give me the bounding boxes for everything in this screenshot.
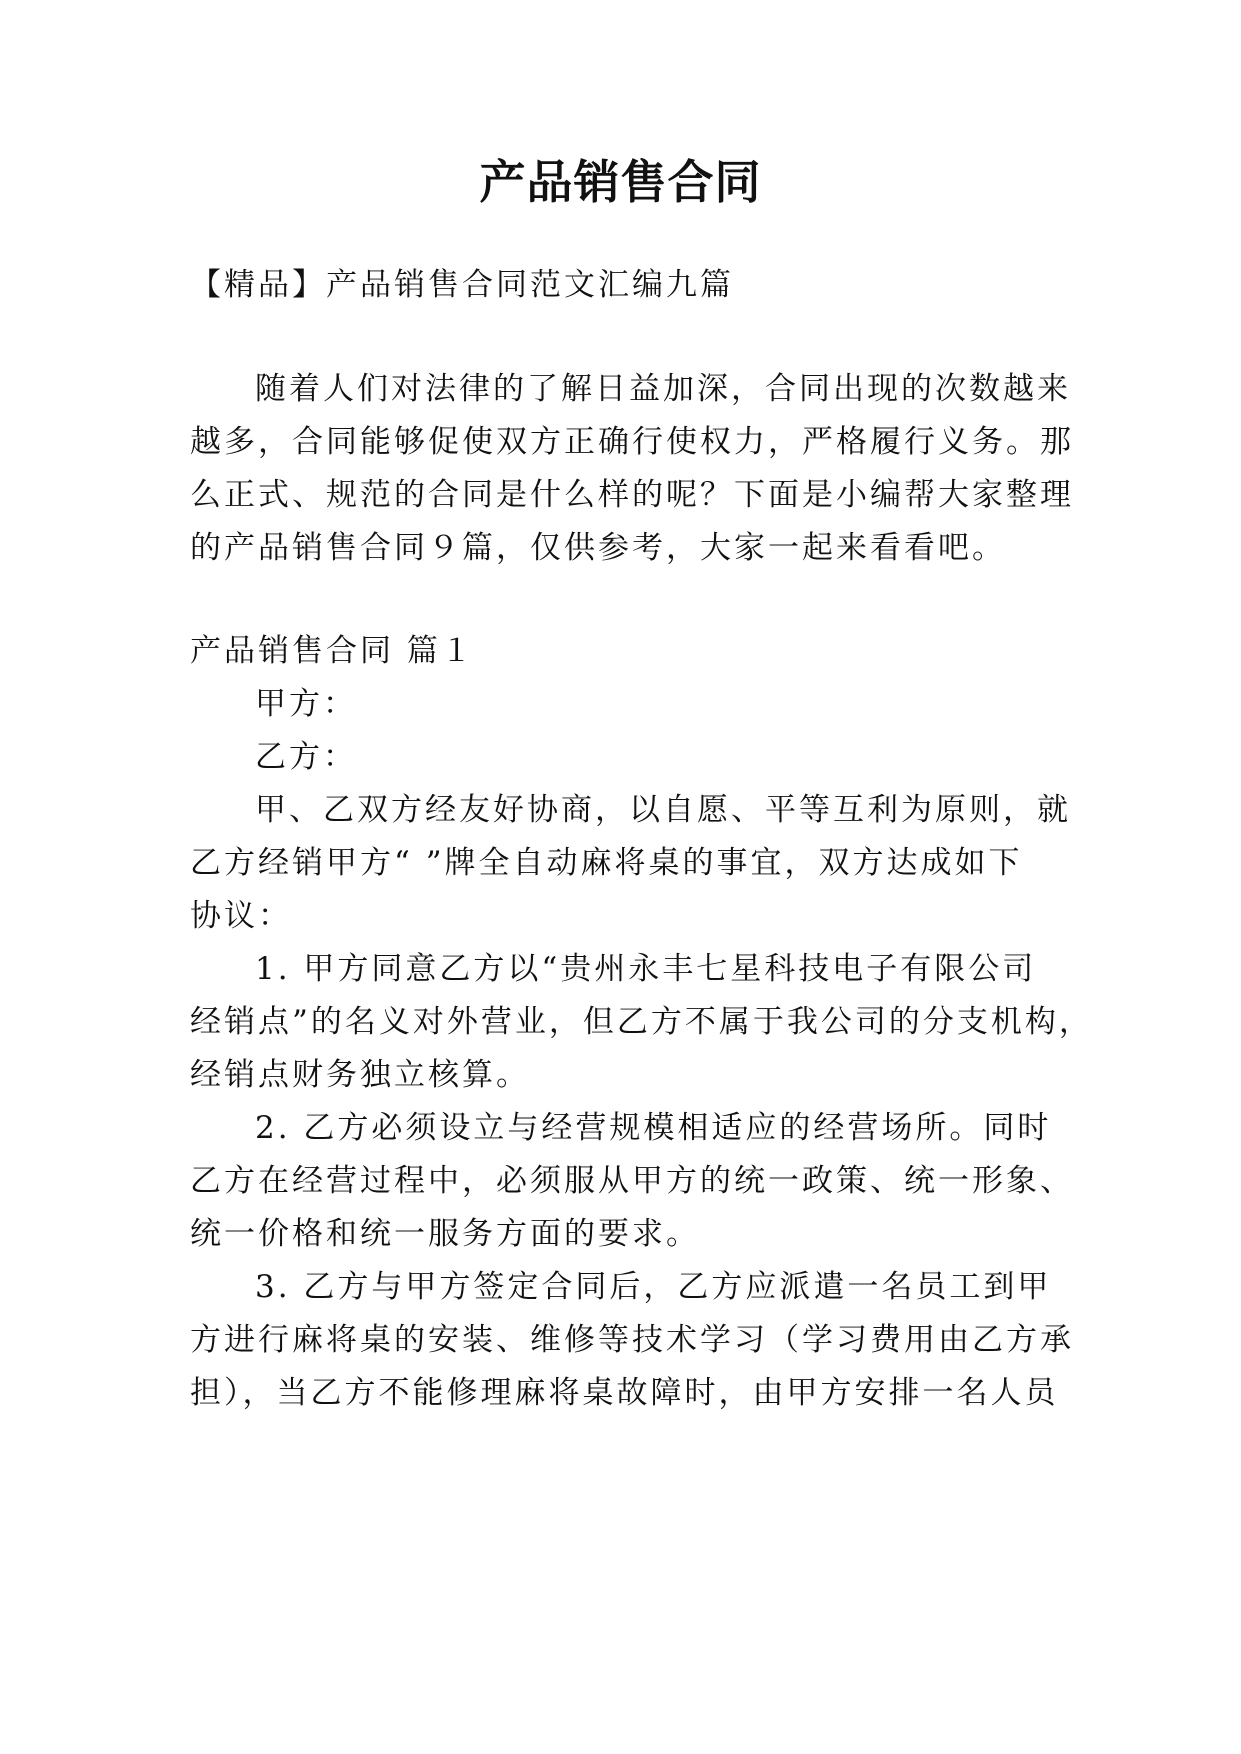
clause-1-line: 1. 甲方同意乙方以“贵州永丰七星科技电子有限公司 [255, 951, 1037, 987]
document-subtitle: 【精品】产品销售合同范文汇编九篇 [190, 267, 734, 303]
intro-line: 随着人们对法律的了解日益加深，合同出现的次数越来 [255, 371, 1071, 407]
agreement-line: 甲、乙双方经友好协商，以自愿、平等互利为原则，就 [255, 792, 1071, 828]
clause-2-line: 统一价格和统一服务方面的要求。 [190, 1216, 700, 1252]
intro-line: 么正式、规范的合同是什么样的呢？下面是小编帮大家整理 [190, 477, 1074, 513]
section-heading: 产品销售合同 篇１ [190, 633, 475, 669]
clause-2-line: 乙方在经营过程中，必须服从甲方的统一政策、统一形象、 [190, 1163, 1074, 1199]
intro-line: 的产品销售合同９篇，仅供参考，大家一起来看看吧。 [190, 530, 1006, 566]
clause-3-line: 3. 乙方与甲方签定合同后，乙方应派遣一名员工到甲 [255, 1269, 1052, 1305]
clause-3-line: 担），当乙方不能修理麻将桌故障时，由甲方安排一名人员 [190, 1375, 1059, 1411]
clause-2-line: 2. 乙方必须设立与经营规模相适应的经营场所。同时 [255, 1110, 1052, 1146]
clause-1-line: 经销点”的名义对外营业，但乙方不属于我公司的分支机构， [190, 1004, 1093, 1040]
clause-3-line: 方进行麻将桌的安装、维修等技术学习（学习费用由乙方承 [190, 1322, 1074, 1358]
agreement-line: 乙方经销甲方“ ”牌全自动麻将桌的事宜，双方达成如下 [190, 845, 1023, 881]
party-b-label: 乙方： [255, 739, 357, 775]
party-a-label: 甲方： [255, 686, 357, 722]
agreement-line: 协议： [190, 898, 292, 934]
clause-1-line: 经销点财务独立核算。 [190, 1057, 530, 1093]
intro-line: 越多，合同能够促使双方正确行使权力，严格履行义务。那 [190, 424, 1074, 460]
document-title: 产品销售合同 [479, 155, 762, 209]
